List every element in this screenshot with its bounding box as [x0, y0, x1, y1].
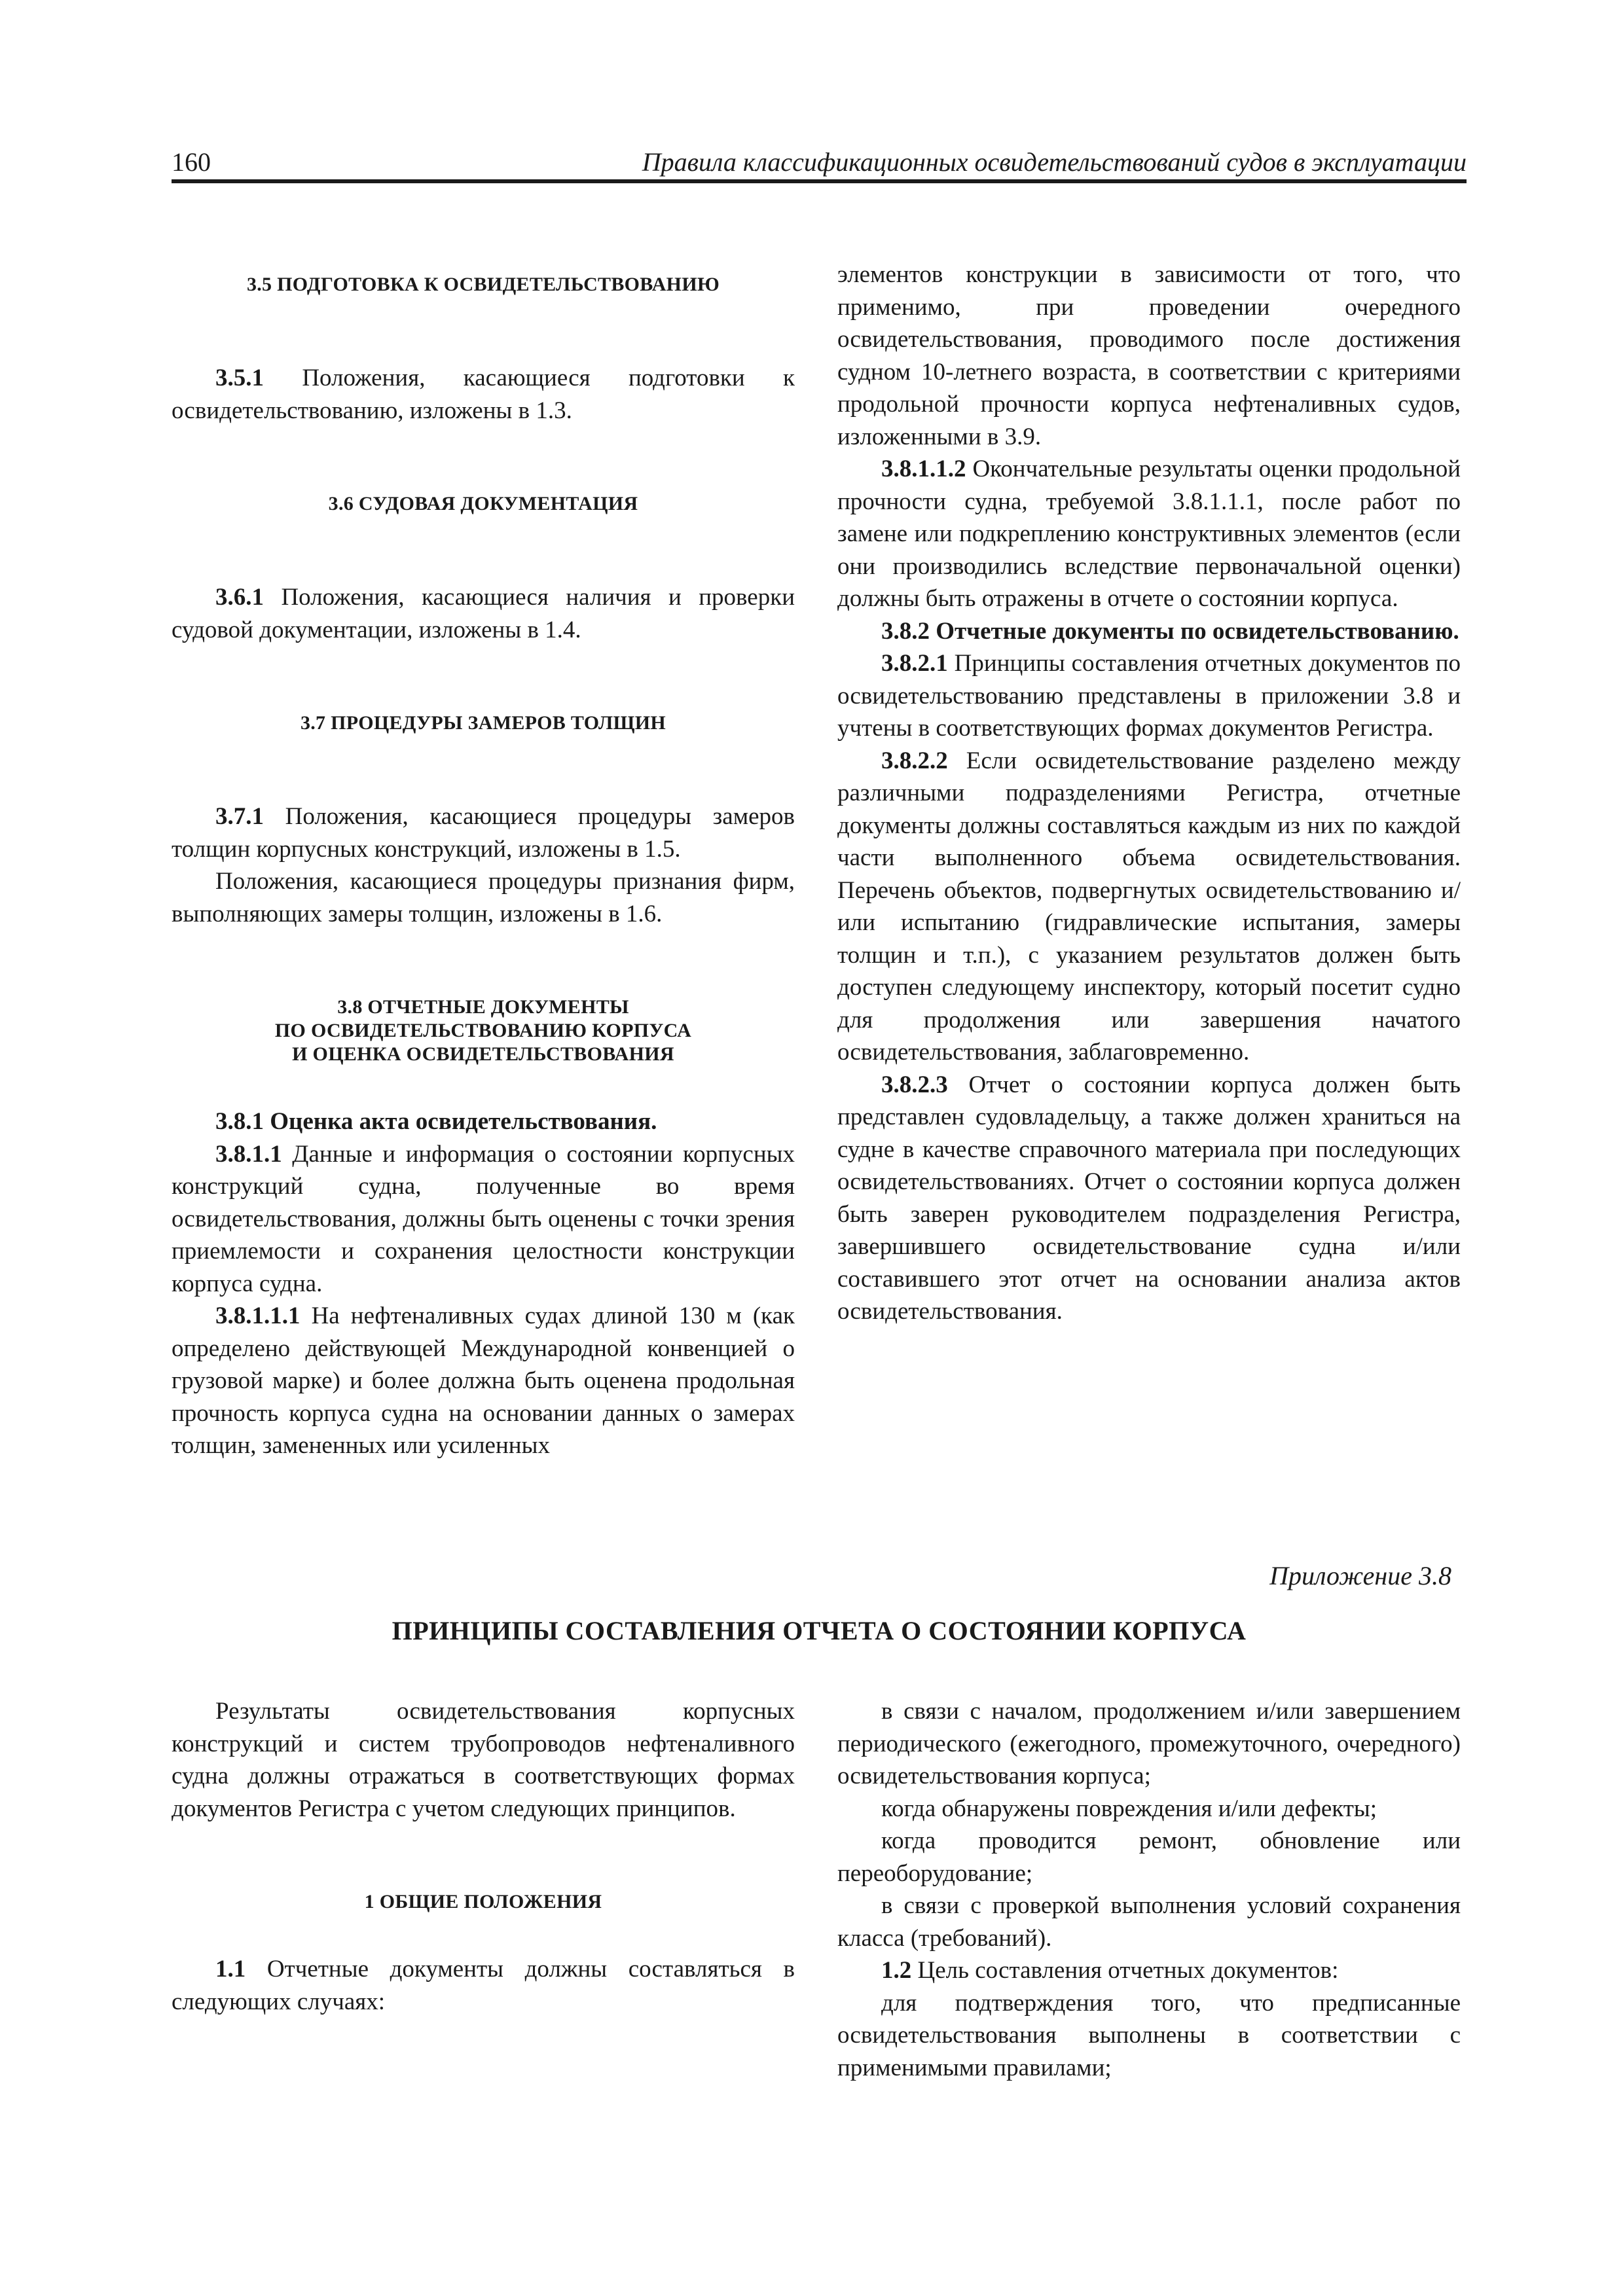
section-heading-3-5: 3.5 ПОДГОТОВКА К ОСВИДЕТЕЛЬСТВОВАНИЮ [246, 274, 720, 295]
clause-number: 3.6.1 [215, 584, 264, 611]
clause-number: 3.8.1.1 [215, 1140, 282, 1168]
left-column-bottom [172, 1695, 795, 2018]
paragraph-3-8-2-1: 3.8.2.1 Принципы составления отчетных документов по освидетельствованию представлены в приложении 3.8 и учтены в соответствующих формах документов Регистра. [837, 650, 1461, 742]
section-heading-3-7: 3.7 ПРОЦЕДУРЫ ЗАМЕРОВ ТОЛЩИН [300, 712, 666, 734]
paragraph-1-1: 1.1 Отчетные документы должны составляться в следующих случаях: [172, 1956, 795, 2015]
list-item: в связи с проверкой выполнения условий сохранения класса (требований). [837, 1892, 1461, 1952]
paragraph-3-8-2-3: 3.8.2.3 Отчет о состоянии корпуса должен быть представлен судовладельцу, а также должен храниться на судне в качестве справочного материала при последующих освидетельствованиях. Отчет о состоянии корпуса должен быть заверен руководителем подразделения Регистра, завершившего освидетельствование судна и/или составившего этот отчет на основании анализа актов освидетельствования. [837, 1071, 1461, 1325]
clause-number: 3.7.1 [215, 803, 264, 830]
section-heading-3-6: 3.6 СУДОВАЯ ДОКУМЕНТАЦИЯ [328, 493, 638, 514]
clause-number: 3.8.2.2 [881, 747, 948, 774]
paragraph-3-5-1: 3.5.1 Положения, касающиеся подготовки к освидетельствованию, изложены в 1.3. [172, 365, 795, 424]
right-column-top [837, 259, 1461, 1328]
list-item: когда обнаружены повреждения и/или дефекты; [881, 1795, 1377, 1822]
paragraph-1-2: 1.2 Цель составления отчетных документов: [881, 1957, 1339, 1984]
running-header [172, 143, 1467, 182]
paragraph-3-8-1-1: 3.8.1.1 Данные и информация о состоянии корпусных конструкций судна, полученные во время освидетельствования, должны быть оценены с точки зрения приемлемости и сохранения целостности конструкции корпуса судна. [172, 1140, 795, 1297]
section-heading-1: 1 ОБЩИЕ ПОЛОЖЕНИЯ [364, 1891, 602, 1912]
list-item: когда проводится ремонт, обновление или переоборудование; [837, 1827, 1461, 1887]
clause-number: 3.8.2.1 [881, 650, 948, 677]
list-item: в связи с началом, продолжением и/или завершением периодического (ежегодного, промежуточного, очередного) освидетельствования корпуса; [837, 1698, 1461, 1789]
page-number: 160 [172, 147, 211, 177]
left-column-top [172, 259, 795, 1462]
clause-number: 1.2 [881, 1957, 912, 1984]
section-heading-3-8-line1: 3.8 ОТЧЕТНЫЕ ДОКУМЕНТЫ [337, 996, 629, 1018]
paragraph-3-6-1: 3.6.1 Положения, касающиеся наличия и проверки судовой документации, изложены в 1.4. [172, 584, 795, 643]
header-rule [172, 179, 1467, 183]
clause-number: 1.1 [215, 1956, 246, 1982]
paragraph-3-8-1-1-2: 3.8.1.1.2 Окончательные результаты оценки продольной прочности судна, требуемой 3.8.1.1.1, после работ по замене или подкреплению конструктивных элементов (если они производились вследствие первоначальной оценки) должны быть отражены в отчете о состоянии корпуса. [837, 456, 1461, 612]
list-item: для подтверждения того, что предписанные освидетельствования выполнены в соответствии с применимыми правилами; [837, 1989, 1461, 2081]
section-heading-3-8-line2: ПО ОСВИДЕТЕЛЬСТВОВАНИЮ КОРПУСА [274, 1020, 692, 1041]
appendix-intro: Результаты освидетельствования корпусных конструкций и систем трубопроводов нефтеналивного судна должны отражаться в соответствующих формах документов Регистра с учетом следующих принципов. [172, 1698, 795, 1822]
paragraph-3-8-1-title: 3.8.1 Оценка акта освидетельствования. [215, 1108, 657, 1135]
paragraph-3-7-1: 3.7.1 Положения, касающиеся процедуры замеров толщин корпусных конструкций, изложены в 1.5. [172, 803, 795, 863]
clause-number: 3.5.1 [215, 365, 264, 391]
paragraph-3-8-2-title: 3.8.2 Отчетные документы по освидетельствованию. [881, 617, 1459, 645]
paragraph-3-8-1-1-1-cont: элементов конструкции в зависимости от того, что применимо, при проведении очередного освидетельствования, проводимого после достижения судном 10-летнего возраста, в соответствии с критериями продольной прочности корпуса нефтеналивных судов, изложенными в 3.9. [837, 261, 1461, 450]
appendix-label: Приложение 3.8 [1269, 1561, 1451, 1590]
paragraph-3-8-1-1-1: 3.8.1.1.1 На нефтеналивных судах длиной 130 м (как определено действующей Международной конвенцией о грузовой марке) и более должна быть оценена продольная прочность корпуса судна на основании данных о замерах толщин, замененных или усиленных [172, 1302, 795, 1459]
paragraph-3-7-1-cont: Положения, касающиеся процедуры признания фирм, выполняющих замеры толщин, изложены в 1.6. [172, 868, 795, 927]
clause-number: 3.8.1.1.2 [881, 456, 966, 482]
running-title: Правила классификационных освидетельствований судов в эксплуатации [642, 147, 1467, 177]
section-heading-3-8-line3: И ОЦЕНКА ОСВИДЕТЕЛЬСТВОВАНИЯ [292, 1043, 674, 1065]
clause-number: 3.8.2.3 [881, 1071, 948, 1098]
paragraph-3-8-2-2: 3.8.2.2 Если освидетельствование разделено между различными подразделениями Регистра, отчетные документы должны составляться каждым из них по каждой части выполненного объема освидетельствования. Перечень объектов, подвергнутых освидетельствованию и/или испытанию (гидравлические испытания, замеры толщин и т.п.), с указанием результатов должен быть доступен следующему инспектору, который посетит судно для продолжения или завершения начатого освидетельствования, заблаговременно. [837, 747, 1461, 1066]
clause-number: 3.8.1.1.1 [215, 1302, 301, 1329]
right-column-bottom [837, 1695, 1461, 2084]
appendix-title: ПРИНЦИПЫ СОСТАВЛЕНИЯ ОТЧЕТА О СОСТОЯНИИ КОРПУСА [392, 1616, 1247, 1645]
